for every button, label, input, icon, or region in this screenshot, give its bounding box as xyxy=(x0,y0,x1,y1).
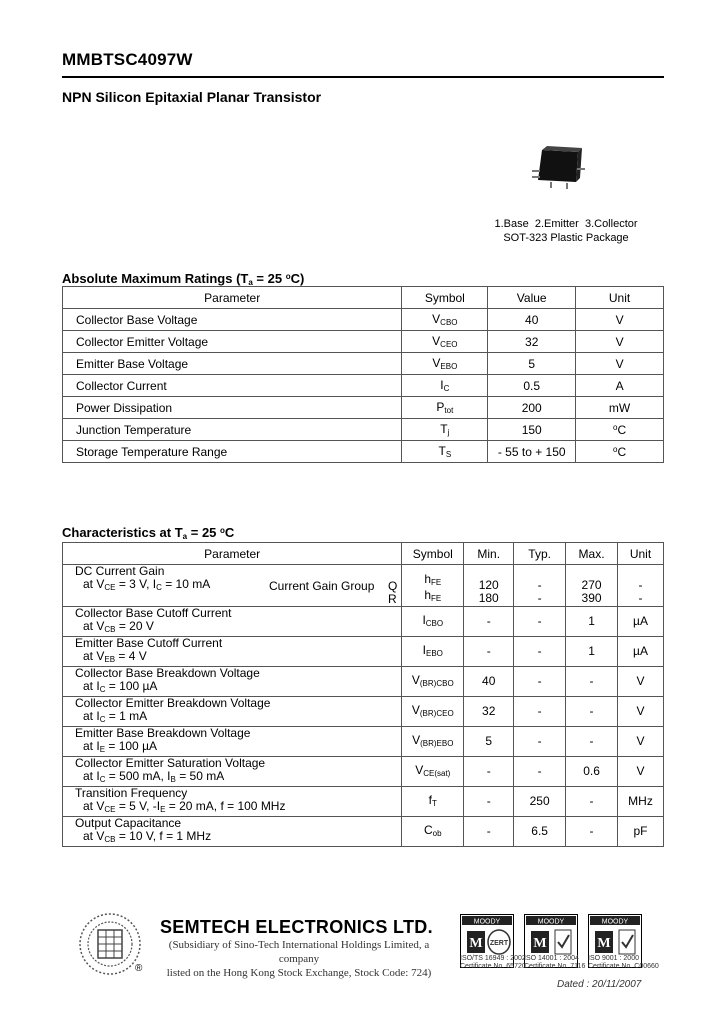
max-cell: - xyxy=(566,727,618,757)
param-cell: Collector Emitter Breakdown Voltage at $I_C = 1$ mA xyxy=(63,697,402,727)
symbol-cell: $I_C$ xyxy=(402,375,488,397)
col-header-value: Value xyxy=(488,287,576,309)
symbol-cell: $P_{tot}$ xyxy=(402,397,488,419)
max-cell: - xyxy=(566,697,618,727)
value-cell: 40 xyxy=(488,309,576,331)
param-cell: Collector Emitter Saturation Voltage at $I_C = 500$ mA, $I_B = 50$ mA xyxy=(63,757,402,787)
part-number-title: MMBTSC4097W xyxy=(62,50,193,69)
unit-cell: $^o$C xyxy=(576,419,664,441)
typ-cell: - - xyxy=(514,565,566,607)
dated-text: Dated : 20/11/2007 xyxy=(557,979,642,990)
package-caption xyxy=(492,217,640,245)
col-header-symbol: Symbol xyxy=(402,543,464,565)
min-cell: 32 xyxy=(464,697,514,727)
characteristics-title: Characteristics at $T_a = 25$ $^o$C xyxy=(62,525,235,541)
symbol-cell: $V_{(BR)CBO}$ xyxy=(402,667,464,697)
symbol-cell: $V_{CE(sat)}$ xyxy=(402,757,464,787)
symbol-cell: $h_{FE}$ $h_{FE}$ xyxy=(402,565,464,607)
unit-cell: - - xyxy=(618,565,664,607)
company-name: SEMTECH ELECTRONICS LTD. xyxy=(160,917,433,937)
typ-cell: - xyxy=(514,727,566,757)
table-row xyxy=(63,757,664,787)
col-header-typ: Typ. xyxy=(514,543,566,565)
param-cell: Collector Emitter Voltage xyxy=(63,331,402,353)
cert-brand-label: MOODY xyxy=(473,918,501,926)
col-header-parameter: Parameter xyxy=(63,287,402,309)
typ-cell: - xyxy=(514,637,566,667)
registered-mark: ® xyxy=(135,963,143,974)
test-condition: at $I_E = 100$ µA xyxy=(83,739,157,754)
abs-max-table xyxy=(62,286,664,463)
test-condition: at $I_C = 100$ µA xyxy=(83,679,158,694)
table-row xyxy=(63,331,664,353)
param-cell: Emitter Base Voltage xyxy=(63,353,402,375)
unit-cell: V xyxy=(618,727,664,757)
unit-cell: pF xyxy=(618,817,664,847)
symbol-cell: $V_{(BR)CEO}$ xyxy=(402,697,464,727)
min-cell: - xyxy=(464,817,514,847)
max-cell: - xyxy=(566,817,618,847)
param-cell: Collector Current xyxy=(63,375,402,397)
cert-brand-label: MOODY xyxy=(537,918,565,926)
table-row xyxy=(63,787,664,817)
unit-cell: V xyxy=(576,331,664,353)
cert-caption-iso-14001: ISO 14001 : 2004 Certificate No. 7116 xyxy=(524,955,586,970)
col-header-symbol: Symbol xyxy=(402,287,488,309)
symbol-cell: $T_j$ xyxy=(402,419,488,441)
max-cell: 0.6 xyxy=(566,757,618,787)
header-rule xyxy=(62,76,664,78)
unit-cell: MHz xyxy=(618,787,664,817)
table-header-row xyxy=(63,287,664,309)
unit-cell: $^o$C xyxy=(576,441,664,463)
table-row xyxy=(63,667,664,697)
table-header-row xyxy=(63,543,664,565)
max-cell: 270 390 xyxy=(566,565,618,607)
test-condition: at $V_{CB} = 20$ V xyxy=(83,619,154,634)
pinout-text: 1.Base 2.Emitter 3.Collector xyxy=(494,218,638,230)
symbol-cell: $I_{EBO}$ xyxy=(402,637,464,667)
param-cell: Collector Base Cutoff Current at $V_{CB} = 20$ V xyxy=(63,607,402,637)
table-row xyxy=(63,441,664,463)
min-cell: 5 xyxy=(464,727,514,757)
param-cell: Emitter Base Breakdown Voltage at $I_E = 100$ µA xyxy=(63,727,402,757)
package-type-text: SOT-323 Plastic Package xyxy=(503,232,629,244)
max-cell: 1 xyxy=(566,607,618,637)
company-subsidiary-note: (Subsidiary of Sino-Tech International Holdings Limited, a company listed on the Hong Kong Stock Exchange, Stock Code: 724) xyxy=(166,939,432,979)
col-header-unit: Unit xyxy=(576,287,664,309)
unit-cell: V xyxy=(576,353,664,375)
svg-text:M: M xyxy=(469,936,483,951)
table-row xyxy=(63,637,664,667)
param-cell: Transition Frequency at $V_{CE} = 5$ V, $-I_E = 20$ mA, f = 100 MHz xyxy=(63,787,402,817)
symbol-cell: $V_{CEO}$ xyxy=(402,331,488,353)
value-cell: - 55 to + 150 xyxy=(488,441,576,463)
table-row xyxy=(63,697,664,727)
table-row xyxy=(63,309,664,331)
characteristics-table xyxy=(62,542,664,847)
value-cell: 5 xyxy=(488,353,576,375)
symbol-cell: $f_T$ xyxy=(402,787,464,817)
typ-cell: - xyxy=(514,667,566,697)
symbol-cell: $C_{ob}$ xyxy=(402,817,464,847)
min-cell: 40 xyxy=(464,667,514,697)
table-row xyxy=(63,565,664,607)
svg-text:M: M xyxy=(533,936,547,951)
value-cell: 32 xyxy=(488,331,576,353)
unit-cell: V xyxy=(618,667,664,697)
unit-cell: mW xyxy=(576,397,664,419)
typ-cell: 6.5 xyxy=(514,817,566,847)
symbol-cell: $V_{CBO}$ xyxy=(402,309,488,331)
max-cell: 1 xyxy=(566,637,618,667)
value-cell: 150 xyxy=(488,419,576,441)
value-cell: 200 xyxy=(488,397,576,419)
table-row xyxy=(63,817,664,847)
table-row xyxy=(63,727,664,757)
abs-max-title: Absolute Maximum Ratings ($T_a = 25$ $^o$C) xyxy=(62,271,305,287)
test-condition: at $V_{CB} = 10$ V, f = 1 MHz xyxy=(83,829,212,844)
symbol-cell: $V_{EBO}$ xyxy=(402,353,488,375)
param-cell: DC Current Gain at $V_{CE} = 3$ V, $I_C = 10$ mA Current Gain Group Q R xyxy=(63,565,402,607)
param-cell: Junction Temperature xyxy=(63,419,402,441)
cert-caption-iso-ts: ISO/TS 16949 : 2002 Certificate No. 65720 xyxy=(460,955,526,970)
test-condition: at $V_{CE} = 3$ V, $I_C = 10$ mA xyxy=(83,577,211,592)
typ-cell: 250 xyxy=(514,787,566,817)
unit-cell: A xyxy=(576,375,664,397)
symbol-cell: $V_{(BR)EBO}$ xyxy=(402,727,464,757)
gain-group-r: R xyxy=(388,592,397,606)
col-header-parameter: Parameter xyxy=(63,543,402,565)
cert-brand-label: MOODY xyxy=(601,918,629,926)
table-row xyxy=(63,419,664,441)
param-cell: Emitter Base Cutoff Current at $V_{EB} = 4$ V xyxy=(63,637,402,667)
col-header-min: Min. xyxy=(464,543,514,565)
param-cell: Collector Base Breakdown Voltage at $I_C = 100$ µA xyxy=(63,667,402,697)
symbol-cell: $T_S$ xyxy=(402,441,488,463)
table-row xyxy=(63,353,664,375)
gain-group-label: Current Gain Group xyxy=(269,579,375,593)
table-row xyxy=(63,607,664,637)
value-cell: 0.5 xyxy=(488,375,576,397)
param-cell: Collector Base Voltage xyxy=(63,309,402,331)
unit-cell: V xyxy=(618,757,664,787)
param-cell: Storage Temperature Range xyxy=(63,441,402,463)
svg-text:M: M xyxy=(597,936,611,951)
unit-cell: µA xyxy=(618,607,664,637)
typ-cell: - xyxy=(514,607,566,637)
test-condition: at $I_C = 1$ mA xyxy=(83,709,148,724)
min-cell: - xyxy=(464,757,514,787)
unit-cell: V xyxy=(618,697,664,727)
table-row xyxy=(63,397,664,419)
typ-cell: - xyxy=(514,697,566,727)
col-header-unit: Unit xyxy=(618,543,664,565)
min-cell: - xyxy=(464,787,514,817)
table-row xyxy=(63,375,664,397)
max-cell: - xyxy=(566,667,618,697)
sot323-package-image xyxy=(520,140,600,195)
semtech-globe-logo xyxy=(76,910,144,978)
test-condition: at $V_{EB} = 4$ V xyxy=(83,649,147,664)
min-cell: - xyxy=(464,607,514,637)
test-condition: at $I_C = 500$ mA, $I_B = 50$ mA xyxy=(83,769,225,784)
gain-group-q: Q xyxy=(388,579,398,593)
param-cell: Power Dissipation xyxy=(63,397,402,419)
min-cell: 120 180 xyxy=(464,565,514,607)
device-description: NPN Silicon Epitaxial Planar Transistor xyxy=(62,89,322,105)
cert-zert-label: ZERT xyxy=(489,940,509,947)
unit-cell: µA xyxy=(618,637,664,667)
unit-cell: V xyxy=(576,309,664,331)
col-header-max: Max. xyxy=(566,543,618,565)
min-cell: - xyxy=(464,637,514,667)
symbol-cell: $I_{CBO}$ xyxy=(402,607,464,637)
test-condition: at $V_{CE} = 5$ V, $-I_E = 20$ mA, f = 100 MHz xyxy=(83,799,286,814)
cert-caption-iso-9001: ISO 9001 : 2000 Certificate No. C00660 xyxy=(588,955,659,970)
param-cell: Output Capacitance at $V_{CB} = 10$ V, f = 1 MHz xyxy=(63,817,402,847)
typ-cell: - xyxy=(514,757,566,787)
max-cell: - xyxy=(566,787,618,817)
